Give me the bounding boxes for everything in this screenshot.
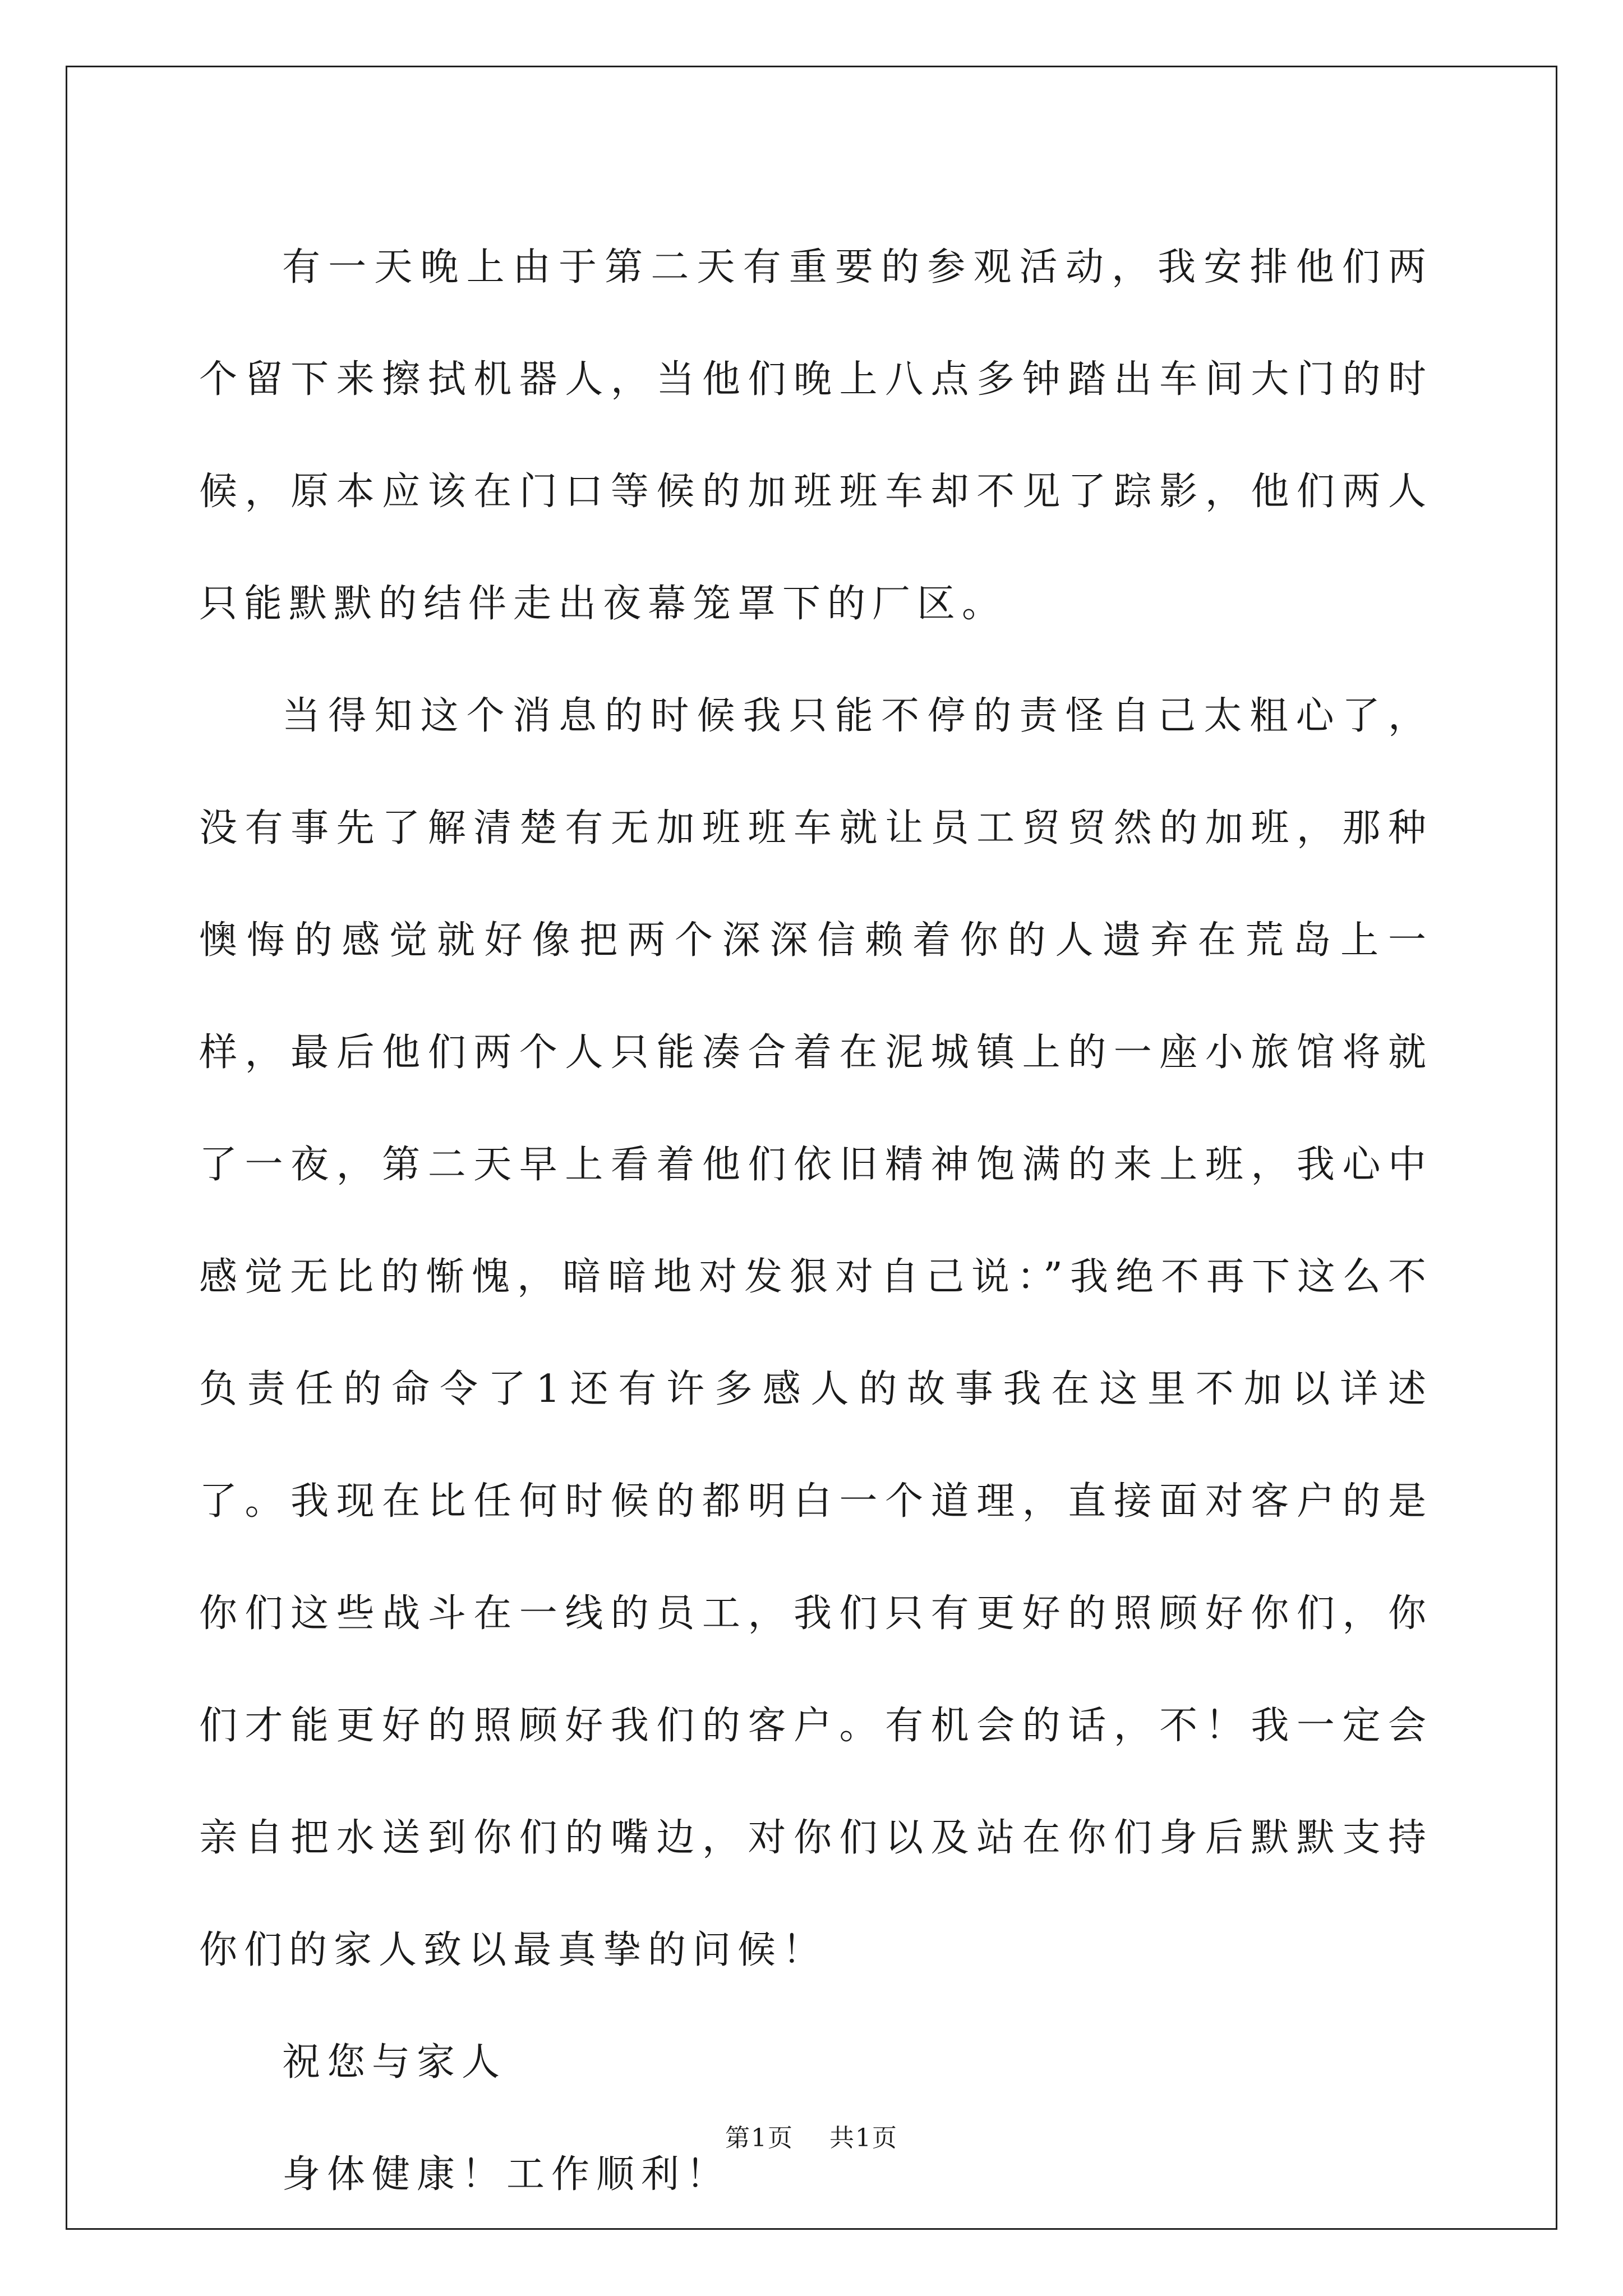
page-number: 第1页 [725,2124,794,2152]
paragraph-2: 当得知这个消息的时候我只能不停的责怪自己太粗心了，没有事先了解清楚有无加班班车就让员工贸贸然的加班，那种懊悔的感觉就好像把两个深深信赖着你的人遗弃在荒岛上一样，最后他们两个人只能凑合着在泥城镇上的一座小旅馆将就了一夜，第二天早上看着他们依旧精神饱满的来上班，我心中感觉无比的惭愧，暗暗地对发狠对自己说：”我绝不再下这么不负责任的命令了1还有许多感人的故事我在这里不加以详述了。我现在比任何时候的都明白一个道理，直接面对客户的是你们这些战斗在一线的员工，我们只有更好的照顾好你们，你们才能更好的照顾好我们的客户。有机会的话，不！我一定会亲自把水送到你们的嘴边，对你们以及站在你们身后默默支持你们的家人致以最真挚的问候！ [199,694,1433,1972]
document-body [199,211,1433,2231]
closing-line-2: 身体健康！工作顺利！ [282,2152,731,2197]
page-footer [0,2118,1623,2154]
paragraph-1: 有一天晚上由于第二天有重要的参观活动，我安排他们两个留下来擦拭机器人，当他们晚上八点多钟踏出车间大门的时候，原本应该在门口等候的加班班车却不见了踪影，他们两人只能默默的结伴走出夜幕笼罩下的厂区。 [199,245,1433,626]
page-total: 共1页 [829,2124,898,2152]
closing-line-1: 祝您与家人 [282,2040,507,2085]
